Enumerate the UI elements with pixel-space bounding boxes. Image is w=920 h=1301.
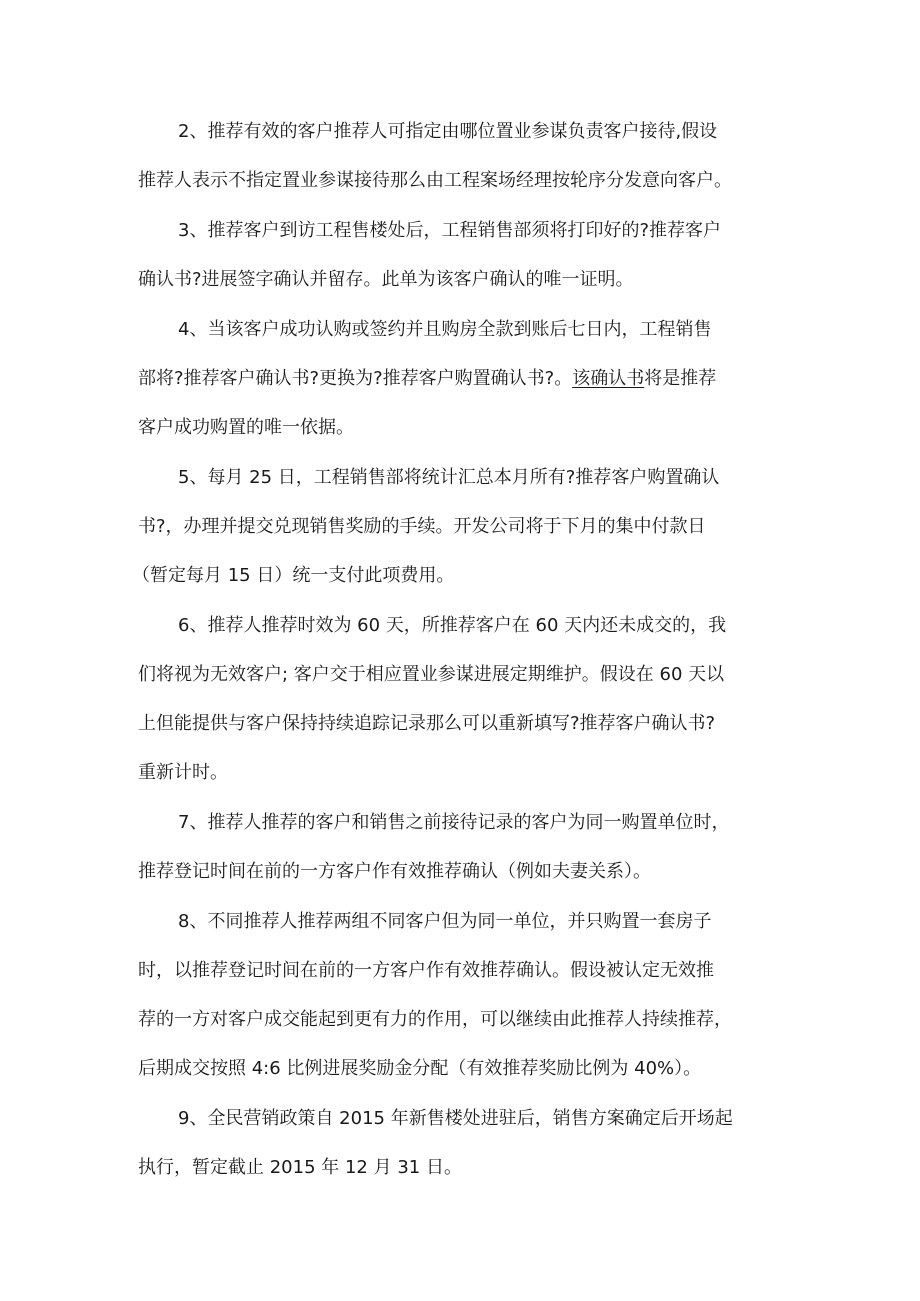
para-8-line-1: 8、不同推荐人推荐两组不同客户但为同一单位，并只购置一套房子 bbox=[178, 911, 712, 932]
para-2-line-1: 2、推荐有效的客户推荐人可指定由哪位置业参谋负责客户接待,假设 bbox=[178, 121, 718, 142]
para-3-line-1: 3、推荐客户到访工程售楼处后，工程销售部须将打印好的?推荐客户 bbox=[178, 220, 722, 241]
para-4-line-2-tail: 将是推荐 bbox=[644, 368, 717, 389]
underlined-text: 该确认书 bbox=[572, 368, 645, 389]
para-9-line-2: 执行，暂定截止 2015 年 12 月 31 日。 bbox=[138, 1157, 462, 1178]
para-4-line-2 bbox=[138, 367, 716, 391]
para-6-line-2: 们将视为无效客户; 客户交于相应置业参谋进展定期维护。假设在 60 天以 bbox=[138, 664, 725, 685]
para-2-line-2: 推荐人表示不指定置业参谋接待那么由工程案场经理按轮序分发意向客户。 bbox=[138, 170, 732, 191]
para-6-line-1: 6、推荐人推荐时效为 60 天，所推荐客户在 60 天内还未成交的，我 bbox=[178, 615, 727, 636]
para-9-line-1: 9、全民营销政策自 2015 年新售楼处进驻后，销售方案确定后开场起 bbox=[178, 1108, 733, 1129]
para-6-line-4: 重新计时。 bbox=[138, 762, 228, 783]
para-4-line-3: 客户成功购置的唯一依据。 bbox=[138, 417, 354, 438]
para-8-line-4: 后期成交按照 4:6 比例进展奖励金分配（有效推荐奖励比例为 40%）。 bbox=[138, 1058, 702, 1079]
para-5-line-3: （暂定每月 15 日）统一支付此项费用。 bbox=[132, 565, 455, 586]
para-6-line-3: 上但能提供与客户保持持续追踪记录那么可以重新填写?推荐客户确认书? bbox=[138, 713, 716, 734]
para-7-line-2: 推荐登记时间在前的一方客户作有效推荐确认（例如夫妻关系）。 bbox=[138, 861, 651, 882]
para-7-line-1: 7、推荐人推荐的客户和销售之前接待记录的客户为同一购置单位时， bbox=[178, 812, 730, 833]
para-8-line-3: 荐的一方对客户成交能起到更有力的作用，可以继续由此推荐人持续推荐， bbox=[138, 1009, 732, 1030]
para-8-line-2: 时，以推荐登记时间在前的一方客户作有效推荐确认。假设被认定无效推 bbox=[138, 960, 714, 981]
para-5-line-1: 5、每月 25 日，工程销售部将统计汇总本月所有?推荐客户购置确认 bbox=[178, 467, 720, 488]
para-4-line-2-text: 部将?推荐客户确认书?更换为?推荐客户购置确认书?。 bbox=[138, 368, 573, 389]
para-5-line-2: 书?，办理并提交兑现销售奖励的手续。开发公司将于下月的集中付款日 bbox=[138, 516, 706, 537]
para-3-line-2: 确认书?进展签字确认并留存。此单为该客户确认的唯一证明。 bbox=[138, 269, 634, 290]
para-4-line-1: 4、当该客户成功认购或签约并且购房全款到账后七日内，工程销售 bbox=[178, 319, 712, 340]
